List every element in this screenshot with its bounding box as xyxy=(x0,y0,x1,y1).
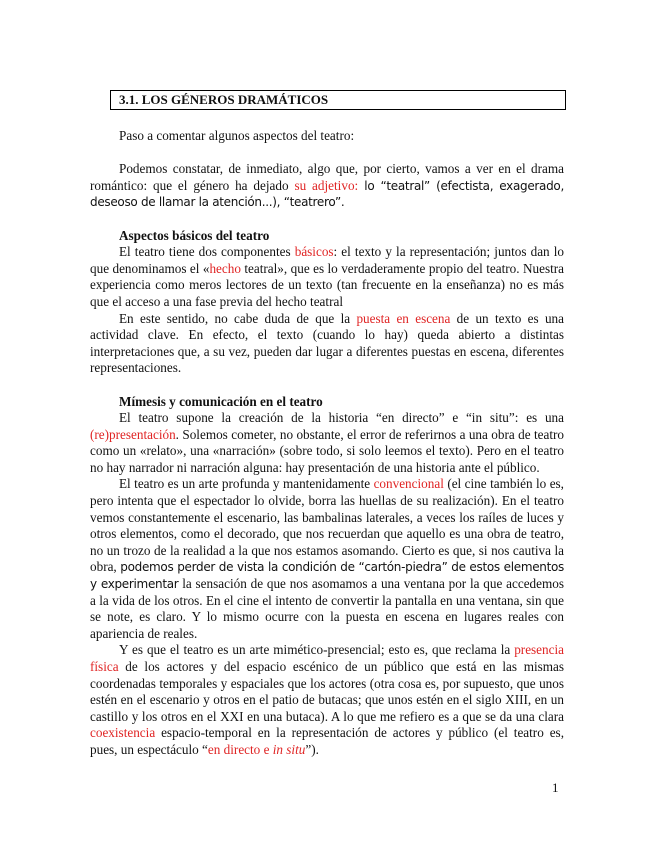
s1-p1-text-a: El teatro tiene dos componentes xyxy=(119,244,295,260)
document-body xyxy=(90,128,564,759)
section-2-title xyxy=(90,394,564,411)
page-number: 1 xyxy=(552,780,559,795)
s2-p1-text-a: El teatro supone la creación de la historia “en directo” e “in situ”: es una xyxy=(119,410,564,426)
s1-p2-highlight: puesta en escena xyxy=(356,310,451,326)
section-1-paragraph-1 xyxy=(90,244,564,310)
s1-p1-text-b: : el texto y la representación; juntos dan lo que denominamos el « xyxy=(90,244,564,276)
section-2-paragraph-2 xyxy=(90,476,564,642)
intro-p2-text-b: lo “teatral” (efectista, exagerado, deseoso de llamar la atención...), “teatrero”. xyxy=(90,178,564,210)
intro-paragraph-2 xyxy=(90,161,564,211)
s2-p1-text-b: . Solemos cometer, no obstante, el error de referirnos a una obra de teatro como un «relato», una «narración» (sobre todo, si solo leemos el texto). Pero en el teatro no hay narrador ni narración alguna: hay presentación de una historia ante el público. xyxy=(90,426,564,475)
section-2-title-text: Mímesis y comunicación en el teatro xyxy=(119,393,323,409)
s2-p3-highlight-3: en directo e xyxy=(207,741,273,757)
intro-paragraph-1 xyxy=(90,128,564,145)
s2-p3-text-c: espacio-temporal en la representación de actores y público (el teatro es, pues, un espectáculo “ xyxy=(90,725,564,757)
s2-p3-text-a: Y es que el teatro es un arte mimético-presencial; esto es, que reclama la xyxy=(119,642,515,658)
s1-p1-highlight-2: hecho xyxy=(209,260,241,276)
s2-p2-text-b: (el cine también lo es, pero intenta que el espectador lo olvide, borra las huellas de su realización). En el teatro vemos constantemente el escenario, las bambalinas laterales, a veces los raíles de luces y otros elementos, como el decorado, que nos recuerdan que aquello es una obra de teatro, no un trozo de la realidad a la que nos estamos asomando. Cierto es que, si nos cautiva la obra, xyxy=(90,476,564,575)
intro-p2-text-a: Podemos constatar, de inmediato, algo que, por cierto, vamos a ver en el drama romántico: que el género ha dejado xyxy=(90,161,564,193)
s2-p3-text-b: de los actores y del espacio escénico de un público que está en las mismas coordenadas temporales y espaciales que los actores (otra cosa es, por supuesto, que unos estén en el escenario y otros en el patio de butacas; que unos estén en el siglo XIII, en un castillo y los otros en el XXI en una butaca). A lo que me refiero es a que se da una clara xyxy=(90,659,564,724)
s2-p3-highlight: presencia física xyxy=(90,642,564,674)
section-1-title-text: Aspectos básicos del teatro xyxy=(119,227,270,243)
section-1-title xyxy=(90,228,564,245)
intro-p1-text: Paso a comentar algunos aspectos del teatro: xyxy=(119,128,355,143)
section-2-paragraph-1 xyxy=(90,410,564,476)
section-1-paragraph-2 xyxy=(90,311,564,377)
s2-p3-highlight-2: coexistencia xyxy=(90,725,156,741)
section-2-paragraph-3 xyxy=(90,642,564,758)
s1-p2-text-a: En este sentido, no cabe duda de que la xyxy=(119,310,357,326)
s2-p1-highlight: (re)presentación xyxy=(90,426,176,442)
s2-p3-text-d: ”). xyxy=(305,741,319,757)
s2-p2-text-c: la sensación de que nos asomamos a una ventana por la que accedemos a la vida de los otros. En el cine el intento de convertir la pantalla en una ventana, sin que se note, es claro. Y lo mismo ocurre con la puesta en escena en lugares reales con apariencia de reales. xyxy=(90,576,564,641)
s2-p2-sans-text: podemos perder de vista la condición de “cartón-piedra” de estos elementos y experimentar xyxy=(90,560,564,592)
s2-p2-text-a: El teatro es un arte profunda y mantenidamente xyxy=(119,476,374,492)
s1-p2-text-b: de un texto es una actividad clave. En efecto, el texto (cuando lo hay) queda abierto a distintas interpretaciones que, a su vez, pueden dar lugar a diferentes puestas en escena, diferentes representaciones. xyxy=(90,310,564,376)
s1-p1-text-c: teatral», que es lo verdaderamente propio del teatro. Nuestra experiencia como meros lectores de un texto (tan frecuente en la enseñanza) no es más que el acceso a una fase previa del hecho teatral xyxy=(90,260,565,309)
s2-p2-highlight: convencional xyxy=(373,476,444,492)
s2-p3-highlight-italic: in situ xyxy=(272,741,306,757)
intro-p2-highlight: su adjetivo: xyxy=(294,177,359,193)
section-heading-text: 3.1. LOS GÉNEROS DRAMÁTICOS xyxy=(119,92,329,107)
section-heading xyxy=(110,90,566,110)
s1-p1-highlight: básicos xyxy=(294,244,334,260)
